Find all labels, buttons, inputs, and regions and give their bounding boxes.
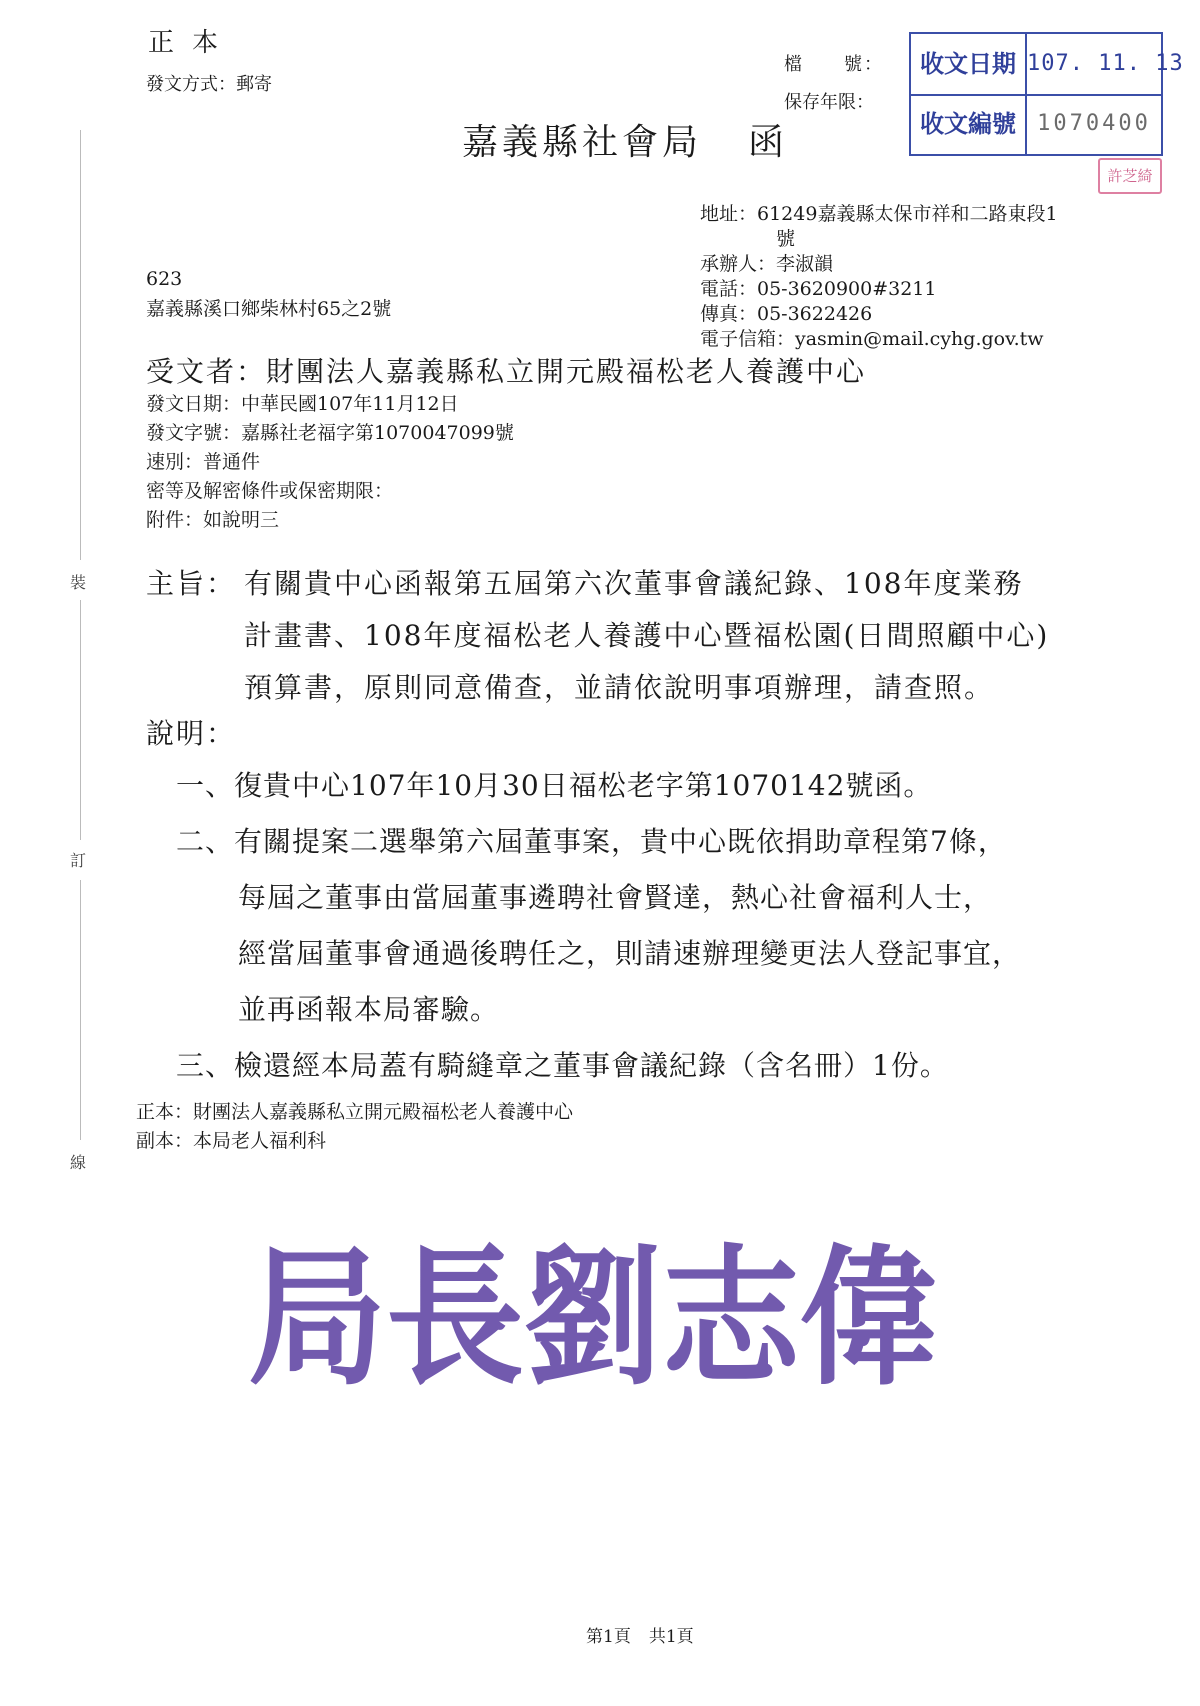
receipt-number-label: 收文編號 <box>911 94 1027 154</box>
issue-date: 發文日期：中華民國107年11月12日 <box>146 393 459 415</box>
file-number-text: 檔 號： <box>784 54 884 75</box>
receipt-date-label: 收文日期 <box>911 34 1027 94</box>
subject-line: 計畫書、108年度福松老人養護中心暨福松園(日間照顧中心) <box>244 619 1050 652</box>
send-method: 發文方式：郵寄 <box>146 74 272 95</box>
receipt-number-value: 1070400 <box>1037 111 1151 136</box>
original-recipient: 正本：財團法人嘉義縣私立開元殿福松老人養護中心 <box>136 1101 574 1123</box>
issue-number: 發文字號：嘉縣社老福字第1070047099號 <box>146 422 514 444</box>
page-footer <box>586 1622 694 1647</box>
copy-recipient: 副本：本局老人福利科 <box>136 1130 327 1152</box>
subject-head: 主旨： <box>146 567 237 600</box>
handler-stamp: 許芝綺 <box>1098 158 1162 194</box>
copy-type-label: 正本 <box>148 28 237 58</box>
secrecy-level: 密等及解密條件或保密期限： <box>146 480 394 502</box>
issuing-org: 嘉義縣社會局 <box>462 122 703 163</box>
explanation-item-2-cont: 每屆之董事由當屆董事遴聘社會賢達，熱心社會福利人士， <box>238 881 993 914</box>
attachment: 附件：如說明三 <box>146 509 280 531</box>
explanation-item-2-cont: 經當屆董事會通過後聘任之，則請速辦理變更法人登記事宜， <box>238 937 1022 970</box>
page-number: 第1頁 <box>586 1627 631 1647</box>
binding-mark: 裝 <box>70 573 87 592</box>
explanation-item-3: 三、檢還經本局蓋有騎縫章之董事會議紀錄（含名冊）1份。 <box>176 1049 949 1082</box>
sender-email: 電子信箱：yasmin@mail.cyhg.gov.tw <box>700 328 1044 350</box>
subject-line: 有關貴中心函報第五屆第六次董事會議紀錄、108年度業務 <box>244 567 1024 600</box>
sender-fax: 傳真：05-3622426 <box>700 303 873 325</box>
receiver-zip: 623 <box>146 268 183 290</box>
explanation-item-1: 一、復貴中心107年10月30日福松老字第1070142號函。 <box>176 769 933 802</box>
director-seal-text: 局長劉志偉 <box>248 1230 938 1406</box>
page-total: 共1頁 <box>648 1627 694 1647</box>
sender-address-cont: 號 <box>776 228 796 250</box>
sender-handler: 承辦人：李淑韻 <box>700 253 834 275</box>
retention-text: 保存年限： <box>784 92 874 113</box>
document-type: 函 <box>748 122 789 163</box>
binding-mark: 線 <box>70 1153 87 1172</box>
explanation-item-2: 二、有關提案二選舉第六屆董事案，貴中心既依捐助章程第7條， <box>176 825 1007 858</box>
explanation-item-2-cont: 並再函報本局審驗。 <box>238 993 500 1026</box>
speed-class: 速別：普通件 <box>146 451 261 473</box>
receipt-date-value: 107. 11. 13 <box>1027 51 1184 76</box>
sender-address: 地址：61249嘉義縣太保市祥和二路東段1 <box>700 203 1058 225</box>
subject-line: 預算書，原則同意備查，並請依說明事項辦理，請查照。 <box>244 671 995 704</box>
explanation-head: 說明： <box>146 717 237 750</box>
binding-mark: 訂 <box>70 851 87 870</box>
sender-phone: 電話：05-3620900#3211 <box>700 278 937 300</box>
recipient: 受文者：財團法人嘉義縣私立開元殿福松老人養護中心 <box>146 355 867 388</box>
receiver-address: 嘉義縣溪口鄉柴林村65之2號 <box>146 298 392 320</box>
